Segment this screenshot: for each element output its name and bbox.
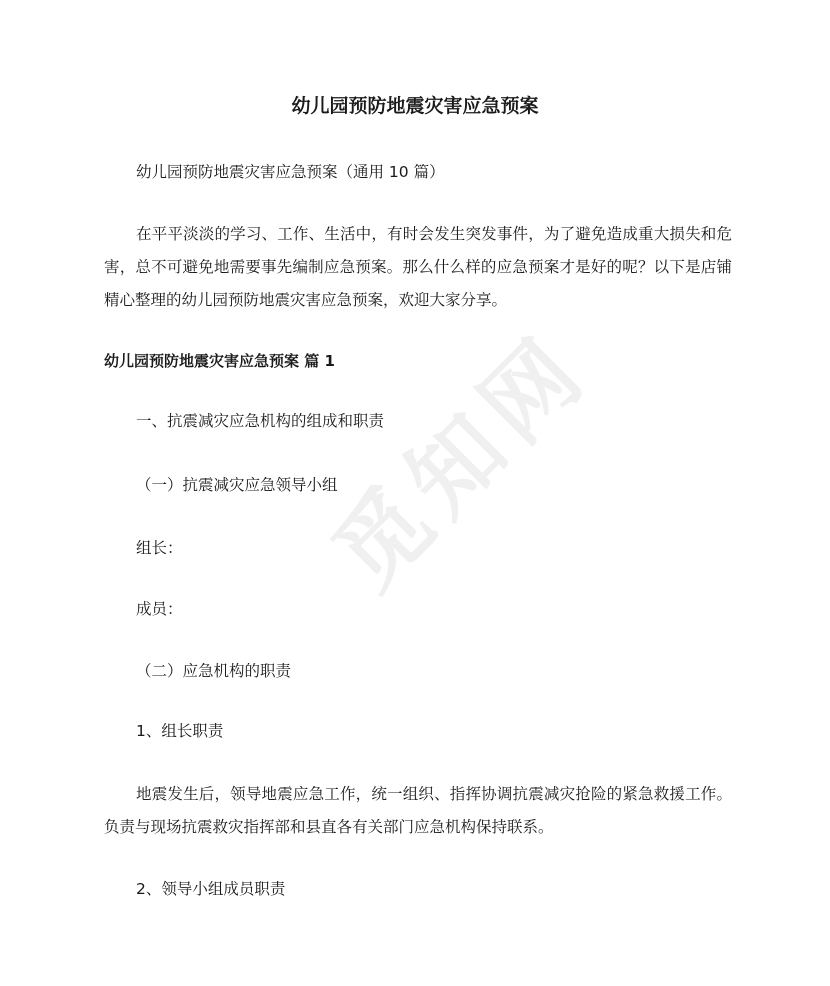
members-label: 成员：: [136, 600, 183, 618]
watermark: 觅知网: [313, 313, 610, 610]
section-item-1: 一、抗震减灾应急机构的组成和职责: [136, 412, 385, 430]
intro-paragraph: 在平平淡淡的学习、工作、生活中，有时会发生突发事件，为了避免造成重大损失和危害，总不可避免地需要事先编制应急预案。那么什么样的应急预案才是好的呢？以下是店铺精心整理的幼儿园预防地震灾害应急预案，欢迎大家分享。: [104, 225, 732, 309]
duty-1-paragraph: 地震发生后，领导地震应急工作，统一组织、指挥协调抗震减灾抢险的紧急救援工作。负责与现场抗震救灾指挥部和县直各有关部门应急机构保持联系。: [104, 785, 732, 836]
duty-1-heading: 1、组长职责: [136, 722, 224, 740]
document-title: 幼儿园预防地震灾害应急预案: [291, 95, 539, 117]
leader-label: 组长：: [136, 539, 183, 557]
document-subtitle: 幼儿园预防地震灾害应急预案（通用 10 篇）: [136, 163, 445, 181]
section-heading: 幼儿园预防地震灾害应急预案 篇 1: [104, 352, 335, 370]
subsection-item-1-2: （二）应急机构的职责: [136, 662, 292, 680]
subsection-item-1-1: （一）抗震减灾应急领导小组: [136, 476, 338, 494]
duty-2-heading: 2、领导小组成员职责: [136, 880, 286, 898]
